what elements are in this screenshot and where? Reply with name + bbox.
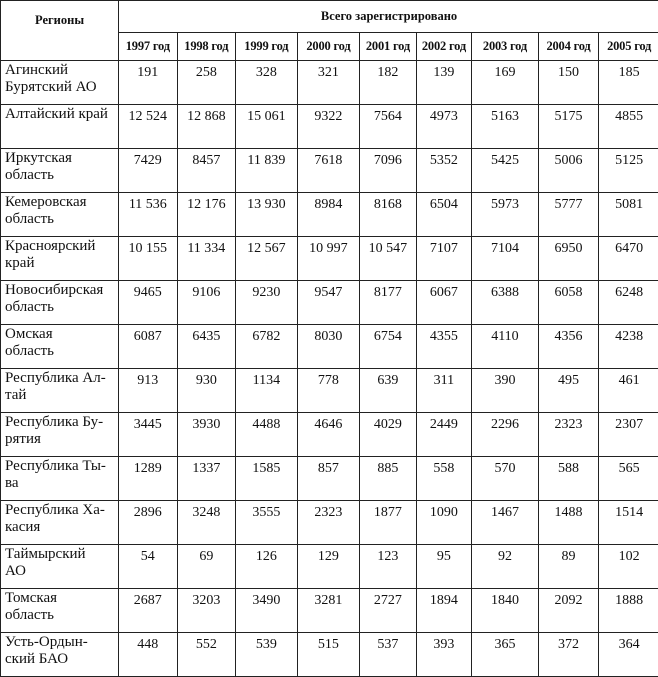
value-cell: 4110 [472, 325, 539, 369]
value-cell: 913 [119, 369, 178, 413]
value-cell: 139 [416, 61, 471, 105]
value-cell: 6435 [177, 325, 236, 369]
table-row [1, 457, 658, 501]
value-cell: 6388 [472, 281, 539, 325]
value-cell: 539 [236, 633, 298, 677]
value-cell: 89 [538, 545, 599, 589]
value-cell: 182 [360, 61, 417, 105]
value-cell: 129 [297, 545, 360, 589]
value-cell: 12 567 [236, 237, 298, 281]
value-cell: 6504 [416, 193, 471, 237]
value-cell: 4356 [538, 325, 599, 369]
year-header: 1998 год [177, 33, 236, 61]
value-cell: 12 524 [119, 105, 178, 149]
value-cell: 1514 [599, 501, 658, 545]
region-name-cell: Республика Ты- ва [1, 457, 119, 501]
value-cell: 2323 [297, 501, 360, 545]
region-name-cell: Кемеровская область [1, 193, 119, 237]
value-cell: 885 [360, 457, 417, 501]
value-cell: 1289 [119, 457, 178, 501]
value-cell: 588 [538, 457, 599, 501]
region-name-cell: Новосибирская область [1, 281, 119, 325]
value-cell: 169 [472, 61, 539, 105]
value-cell: 92 [472, 545, 539, 589]
table-row [1, 281, 658, 325]
year-header: 2000 год [297, 33, 360, 61]
region-name-cell: Республика Бу- рятия [1, 413, 119, 457]
region-name-cell: Иркутская область [1, 149, 119, 193]
regions-column-header: Регионы [1, 1, 119, 61]
value-cell: 102 [599, 545, 658, 589]
value-cell: 570 [472, 457, 539, 501]
value-cell: 5081 [599, 193, 658, 237]
value-cell: 2727 [360, 589, 417, 633]
value-cell: 185 [599, 61, 658, 105]
table-body [1, 61, 658, 677]
value-cell: 5163 [472, 105, 539, 149]
value-cell: 321 [297, 61, 360, 105]
value-cell: 552 [177, 633, 236, 677]
value-cell: 1840 [472, 589, 539, 633]
table-row [1, 237, 658, 281]
value-cell: 6248 [599, 281, 658, 325]
value-cell: 11 839 [236, 149, 298, 193]
value-cell: 5006 [538, 149, 599, 193]
value-cell: 7618 [297, 149, 360, 193]
value-cell: 5777 [538, 193, 599, 237]
year-header: 1997 год [119, 33, 178, 61]
value-cell: 8030 [297, 325, 360, 369]
value-cell: 10 547 [360, 237, 417, 281]
value-cell: 8457 [177, 149, 236, 193]
year-header: 2001 год [360, 33, 417, 61]
value-cell: 9322 [297, 105, 360, 149]
region-name-cell: Красноярский край [1, 237, 119, 281]
value-cell: 12 176 [177, 193, 236, 237]
value-cell: 2896 [119, 501, 178, 545]
value-cell: 6067 [416, 281, 471, 325]
value-cell: 9465 [119, 281, 178, 325]
value-cell: 10 997 [297, 237, 360, 281]
value-cell: 1467 [472, 501, 539, 545]
value-cell: 8984 [297, 193, 360, 237]
value-cell: 2449 [416, 413, 471, 457]
value-cell: 2092 [538, 589, 599, 633]
value-cell: 515 [297, 633, 360, 677]
value-cell: 126 [236, 545, 298, 589]
value-cell: 4488 [236, 413, 298, 457]
value-cell: 8168 [360, 193, 417, 237]
total-registered-header: Всего зарегистрировано [119, 1, 658, 33]
value-cell: 5175 [538, 105, 599, 149]
value-cell: 2296 [472, 413, 539, 457]
value-cell: 565 [599, 457, 658, 501]
value-cell: 3930 [177, 413, 236, 457]
value-cell: 857 [297, 457, 360, 501]
value-cell: 3490 [236, 589, 298, 633]
year-header: 2005 год [599, 33, 658, 61]
value-cell: 1090 [416, 501, 471, 545]
table-row [1, 501, 658, 545]
value-cell: 12 868 [177, 105, 236, 149]
value-cell: 1337 [177, 457, 236, 501]
value-cell: 1894 [416, 589, 471, 633]
value-cell: 7107 [416, 237, 471, 281]
value-cell: 4355 [416, 325, 471, 369]
value-cell: 311 [416, 369, 471, 413]
region-name-cell: Республика Ал- тай [1, 369, 119, 413]
value-cell: 5352 [416, 149, 471, 193]
value-cell: 328 [236, 61, 298, 105]
value-cell: 461 [599, 369, 658, 413]
table-row [1, 193, 658, 237]
table-row [1, 325, 658, 369]
value-cell: 3555 [236, 501, 298, 545]
value-cell: 2687 [119, 589, 178, 633]
value-cell: 1888 [599, 589, 658, 633]
region-name-cell: Омская область [1, 325, 119, 369]
value-cell: 390 [472, 369, 539, 413]
value-cell: 7564 [360, 105, 417, 149]
value-cell: 3248 [177, 501, 236, 545]
region-name-cell: Агинский Бурятский АО [1, 61, 119, 105]
value-cell: 4855 [599, 105, 658, 149]
value-cell: 7429 [119, 149, 178, 193]
value-cell: 11 536 [119, 193, 178, 237]
value-cell: 3281 [297, 589, 360, 633]
value-cell: 3203 [177, 589, 236, 633]
value-cell: 5125 [599, 149, 658, 193]
table-row [1, 545, 658, 589]
value-cell: 123 [360, 545, 417, 589]
value-cell: 364 [599, 633, 658, 677]
value-cell: 4238 [599, 325, 658, 369]
value-cell: 365 [472, 633, 539, 677]
table-row [1, 105, 658, 149]
value-cell: 6754 [360, 325, 417, 369]
value-cell: 15 061 [236, 105, 298, 149]
value-cell: 95 [416, 545, 471, 589]
value-cell: 6950 [538, 237, 599, 281]
table-row [1, 589, 658, 633]
value-cell: 9106 [177, 281, 236, 325]
table-row [1, 149, 658, 193]
value-cell: 6058 [538, 281, 599, 325]
value-cell: 4646 [297, 413, 360, 457]
value-cell: 778 [297, 369, 360, 413]
value-cell: 2307 [599, 413, 658, 457]
value-cell: 258 [177, 61, 236, 105]
value-cell: 372 [538, 633, 599, 677]
value-cell: 2323 [538, 413, 599, 457]
year-header: 2004 год [538, 33, 599, 61]
value-cell: 3445 [119, 413, 178, 457]
value-cell: 1585 [236, 457, 298, 501]
value-cell: 69 [177, 545, 236, 589]
value-cell: 11 334 [177, 237, 236, 281]
table-row [1, 633, 658, 677]
region-name-cell: Республика Ха- касия [1, 501, 119, 545]
region-name-cell: Алтайский край [1, 105, 119, 149]
value-cell: 9230 [236, 281, 298, 325]
value-cell: 150 [538, 61, 599, 105]
value-cell: 5973 [472, 193, 539, 237]
value-cell: 13 930 [236, 193, 298, 237]
value-cell: 6470 [599, 237, 658, 281]
value-cell: 8177 [360, 281, 417, 325]
value-cell: 9547 [297, 281, 360, 325]
year-header: 2003 год [472, 33, 539, 61]
value-cell: 1488 [538, 501, 599, 545]
value-cell: 6087 [119, 325, 178, 369]
region-name-cell: Томская область [1, 589, 119, 633]
year-header: 1999 год [236, 33, 298, 61]
value-cell: 393 [416, 633, 471, 677]
region-name-cell: Таймырский АО [1, 545, 119, 589]
value-cell: 5425 [472, 149, 539, 193]
value-cell: 639 [360, 369, 417, 413]
value-cell: 4029 [360, 413, 417, 457]
value-cell: 537 [360, 633, 417, 677]
value-cell: 7104 [472, 237, 539, 281]
value-cell: 930 [177, 369, 236, 413]
value-cell: 448 [119, 633, 178, 677]
value-cell: 4973 [416, 105, 471, 149]
value-cell: 7096 [360, 149, 417, 193]
table-row [1, 413, 658, 457]
value-cell: 558 [416, 457, 471, 501]
value-cell: 1877 [360, 501, 417, 545]
year-header: 2002 год [416, 33, 471, 61]
value-cell: 54 [119, 545, 178, 589]
value-cell: 1134 [236, 369, 298, 413]
value-cell: 10 155 [119, 237, 178, 281]
table-row [1, 369, 658, 413]
value-cell: 191 [119, 61, 178, 105]
value-cell: 495 [538, 369, 599, 413]
region-name-cell: Усть-Ордын- ский БАО [1, 633, 119, 677]
table-row [1, 61, 658, 105]
value-cell: 6782 [236, 325, 298, 369]
